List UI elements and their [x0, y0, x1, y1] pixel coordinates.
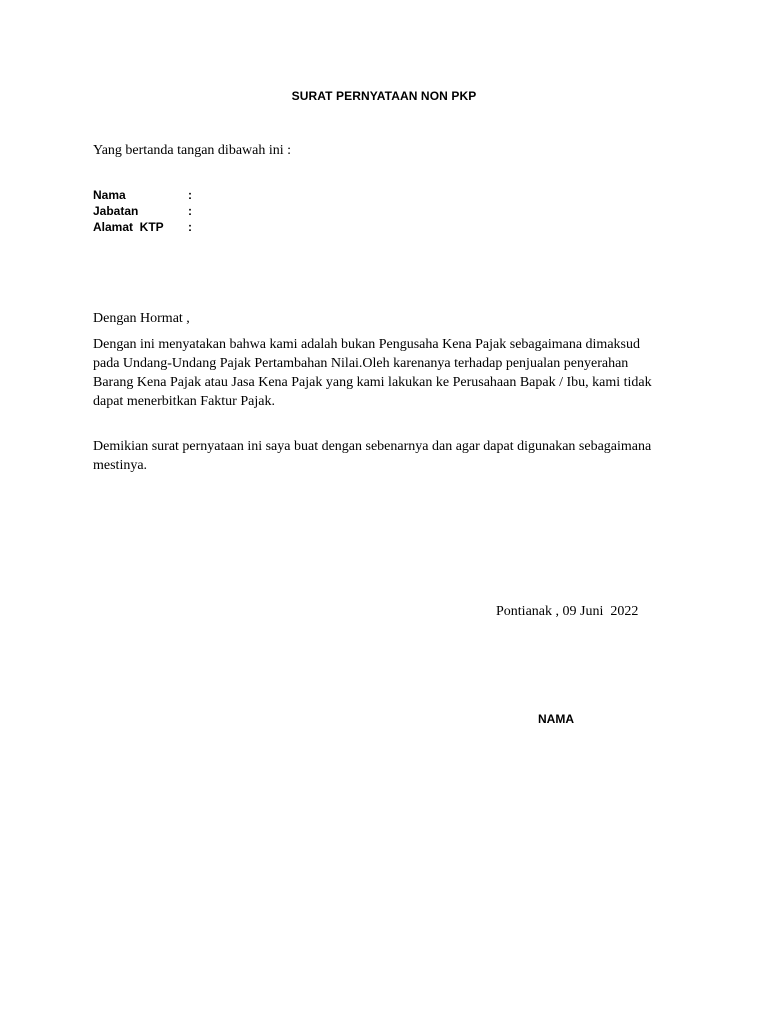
paragraph-line: dapat menerbitkan Faktur Pajak.: [93, 394, 275, 409]
field-row-jabatan: [93, 203, 192, 219]
paragraph-line: pada Undang-Undang Pajak Pertambahan Nilai.Oleh karenanya terhadap penjualan penyerahan: [93, 356, 629, 371]
field-label-nama: Nama: [93, 188, 126, 202]
field-colon: :: [188, 204, 192, 218]
paragraph-line: Dengan ini menyatakan bahwa kami adalah bukan Pengusaha Kena Pajak sebagaimana dimaksud: [93, 337, 640, 352]
field-label-alamat-ktp: Alamat KTP: [93, 220, 164, 234]
identity-fields: [93, 187, 192, 235]
paragraph-line: Demikian surat pernyataan ini saya buat dengan sebenarnya dan agar dapat digunakan sebagaimana: [93, 439, 652, 454]
field-row-alamat-ktp: [93, 219, 192, 235]
paragraph-line: Barang Kena Pajak atau Jasa Kena Pajak yang kami lakukan ke Perusahaan Bapak / Ibu, kami tidak: [93, 375, 652, 390]
field-label-jabatan: Jabatan: [93, 204, 139, 218]
field-colon: :: [188, 220, 192, 234]
intro-text: Yang bertanda tangan dibawah ini :: [93, 143, 292, 158]
greeting: Dengan Hormat ,: [93, 311, 190, 326]
document-title: SURAT PERNYATAAN NON PKP: [291, 89, 477, 103]
place-and-date: Pontianak , 09 Juni 2022: [496, 604, 639, 619]
field-colon: :: [188, 188, 192, 202]
closing-paragraph: [93, 437, 683, 475]
field-row-nama: [93, 187, 192, 203]
statement-paragraph: [93, 335, 683, 411]
signatory-name: NAMA: [538, 712, 574, 726]
paragraph-line: mestinya.: [93, 458, 148, 473]
